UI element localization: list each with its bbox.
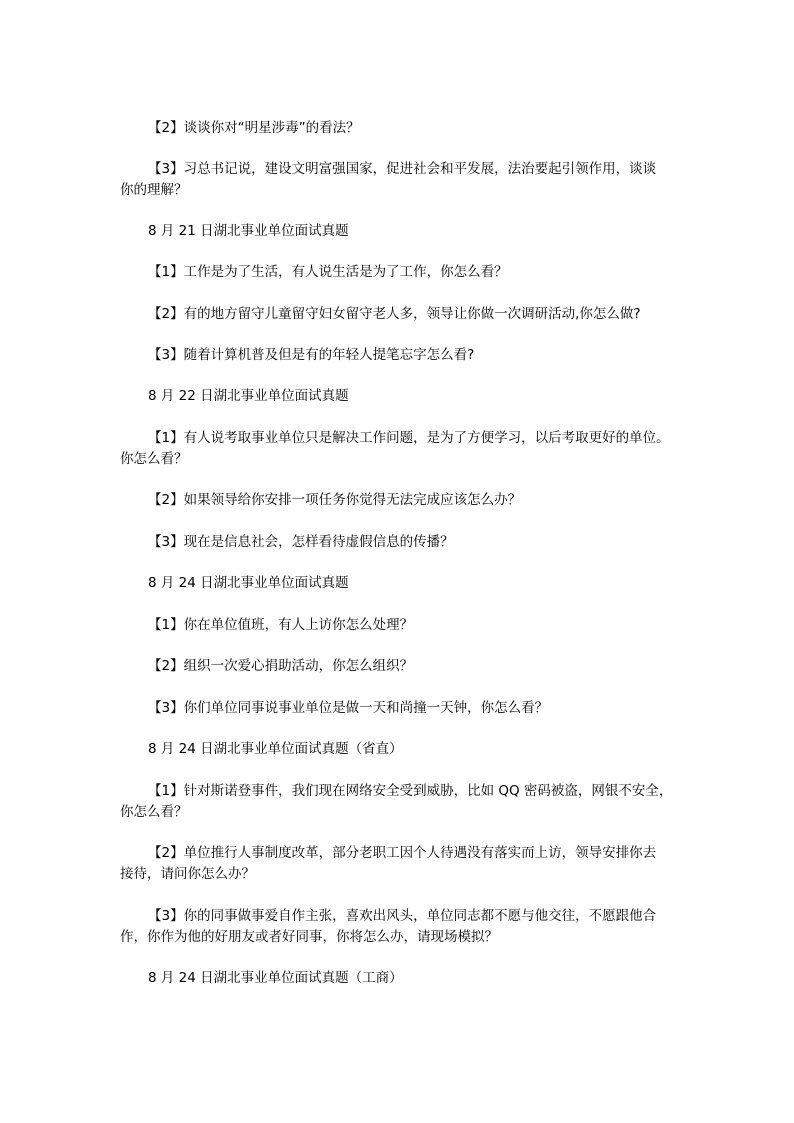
question-1-continuation: 你怎么看？ (120, 451, 188, 467)
question-1-network-security: 【1】针对斯诺登事件，我们现在网络安全受到威胁，比如 QQ 密码被盗，网银不安全， (148, 783, 673, 799)
question-1-work-and-life: 【1】工作是为了生活，有人说生活是为了工作，你怎么看？ (148, 264, 508, 280)
section-heading-aug-22: 8 月 22 日湖北事业单位面试真题 (148, 388, 349, 404)
question-2-drug-celebrity: 【2】谈谈你对“明星涉毒”的看法？ (148, 120, 360, 136)
question-1-continuation: 你怎么看？ (120, 804, 188, 820)
question-2-personnel-reform: 【2】单位推行人事制度改革，部分老职工因个人待遇没有落实而上访，领导安排你去 (148, 845, 657, 861)
question-3-rule-of-law: 【3】习总书记说，建设文明富强国家，促进社会和平发展，法治要起引领作用，谈谈 (148, 161, 657, 177)
question-2-continuation: 接待，请问你怎么办？ (120, 866, 255, 882)
question-3-difficult-colleague: 【3】你的同事做事爱自作主张，喜欢出风头，单位同志都不愿与他交往，不愿跟他合 (148, 908, 657, 924)
question-3-false-information: 【3】现在是信息社会，怎样看待虚假信息的传播？ (148, 534, 454, 550)
question-3-continuation: 你的理解？ (120, 182, 188, 198)
question-2-charity-event: 【2】组织一次爱心捐助活动，你怎么组织？ (148, 658, 414, 674)
section-heading-aug-24-provincial: 8 月 24 日湖北事业单位面试真题（省直） (148, 741, 403, 757)
question-2-left-behind-survey: 【2】有的地方留守儿童留守妇女留守老人多，领导让你做一次调研活动,你怎么做? (148, 306, 641, 322)
section-heading-aug-24-commerce: 8 月 24 日湖北事业单位面试真题（工商） (148, 970, 403, 986)
question-3-continuation: 作，你作为他的好朋友或者好同事，你将怎么办，请现场模拟？ (120, 929, 498, 945)
section-heading-aug-24: 8 月 24 日湖北事业单位面试真题 (148, 575, 349, 591)
question-1-petition-on-duty: 【1】你在单位值班，有人上访你怎么处理？ (148, 617, 414, 633)
question-2-impossible-task: 【2】如果领导给你安排一项任务你觉得无法完成应该怎么办？ (148, 492, 522, 508)
question-1-public-institution-exam: 【1】有人说考取事业单位只是解决工作问题，是为了方便学习，以后考取更好的单位。 (148, 430, 670, 446)
question-3-work-attitude: 【3】你们单位同事说事业单位是做一天和尚撞一天钟，你怎么看？ (148, 700, 549, 716)
section-heading-aug-21: 8 月 21 日湖北事业单位面试真题 (148, 223, 349, 239)
question-3-forgetting-characters: 【3】随着计算机普及但是有的年轻人提笔忘字怎么看? (148, 347, 475, 363)
